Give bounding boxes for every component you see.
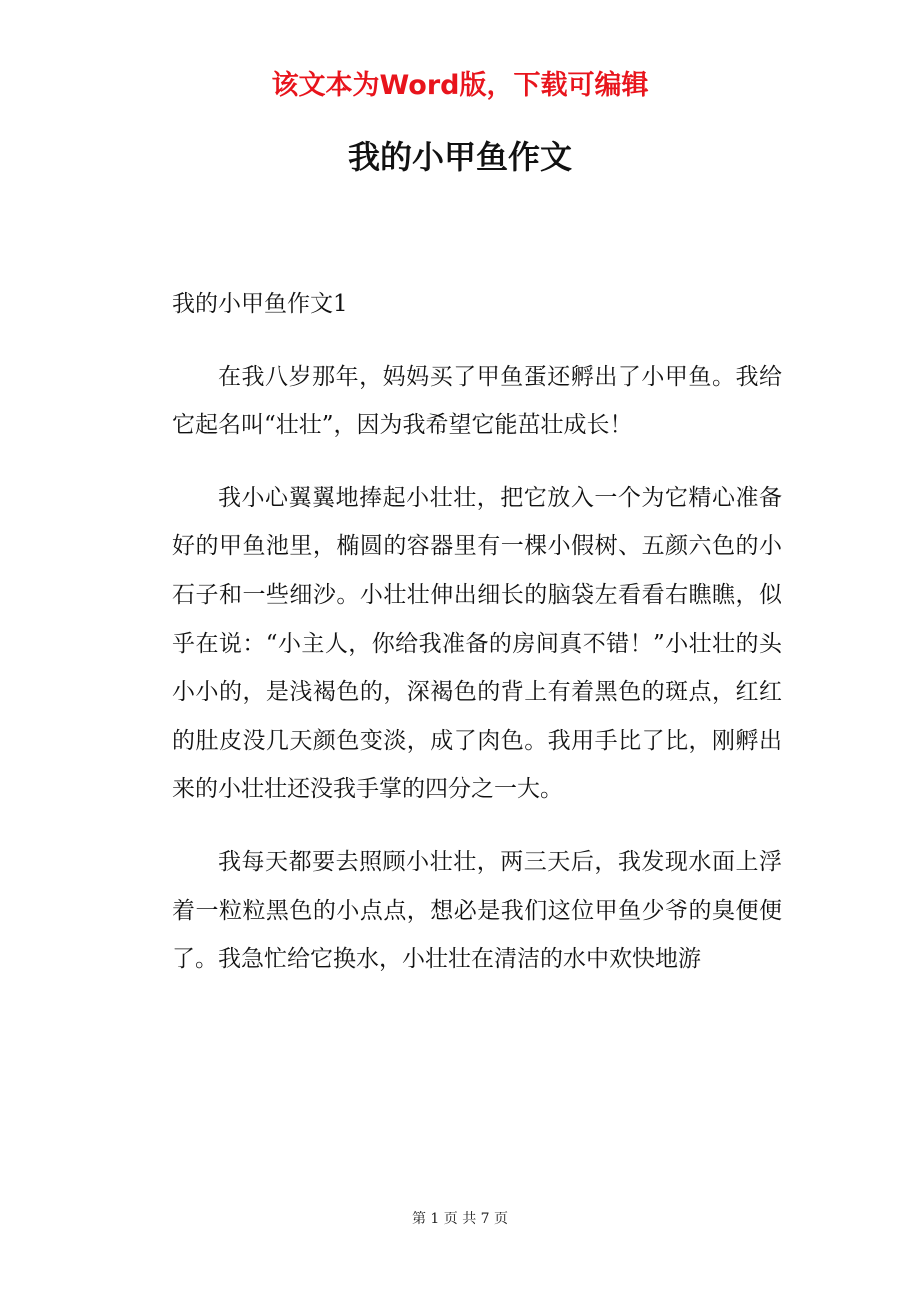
download-notice: 该文本为Word版，下载可编辑	[271, 70, 649, 101]
paragraph-3: 我每天都要去照顾小壮壮，两三天后，我发现水面上浮着一粒粒黑色的小点点，想必是我们这位甲鱼少爷的臭便便了。我急忙给它换水，小壮壮在清洁的水中欢快地游	[172, 848, 782, 973]
paragraph-1: 在我八岁那年，妈妈买了甲鱼蛋还孵出了小甲鱼。我给它起名叫“壮壮”，因为我希望它能茁壮成长！	[172, 363, 782, 439]
paragraph-2: 我小心翼翼地捧起小壮壮，把它放入一个为它精心准备好的甲鱼池里，椭圆的容器里有一棵小假树、五颜六色的小石子和一些细沙。小壮壮伸出细长的脑袋左看看右瞧瞧，似乎在说：“小主人，你给我准备的房间真不错！”小壮壮的头小小的，是浅褐色的，深褐色的背上有着黑色的斑点，红红的肚皮没几天颜色变淡，成了肉色。我用手比了比，刚孵出来的小壮壮还没我手掌的四分之一大。	[172, 484, 782, 803]
document-body	[172, 280, 782, 1008]
page-footer: 第 1 页 共 7 页	[411, 1211, 509, 1227]
document-title: 我的小甲鱼作文	[347, 138, 572, 176]
section-heading: 我的小甲鱼作文1	[172, 291, 348, 317]
